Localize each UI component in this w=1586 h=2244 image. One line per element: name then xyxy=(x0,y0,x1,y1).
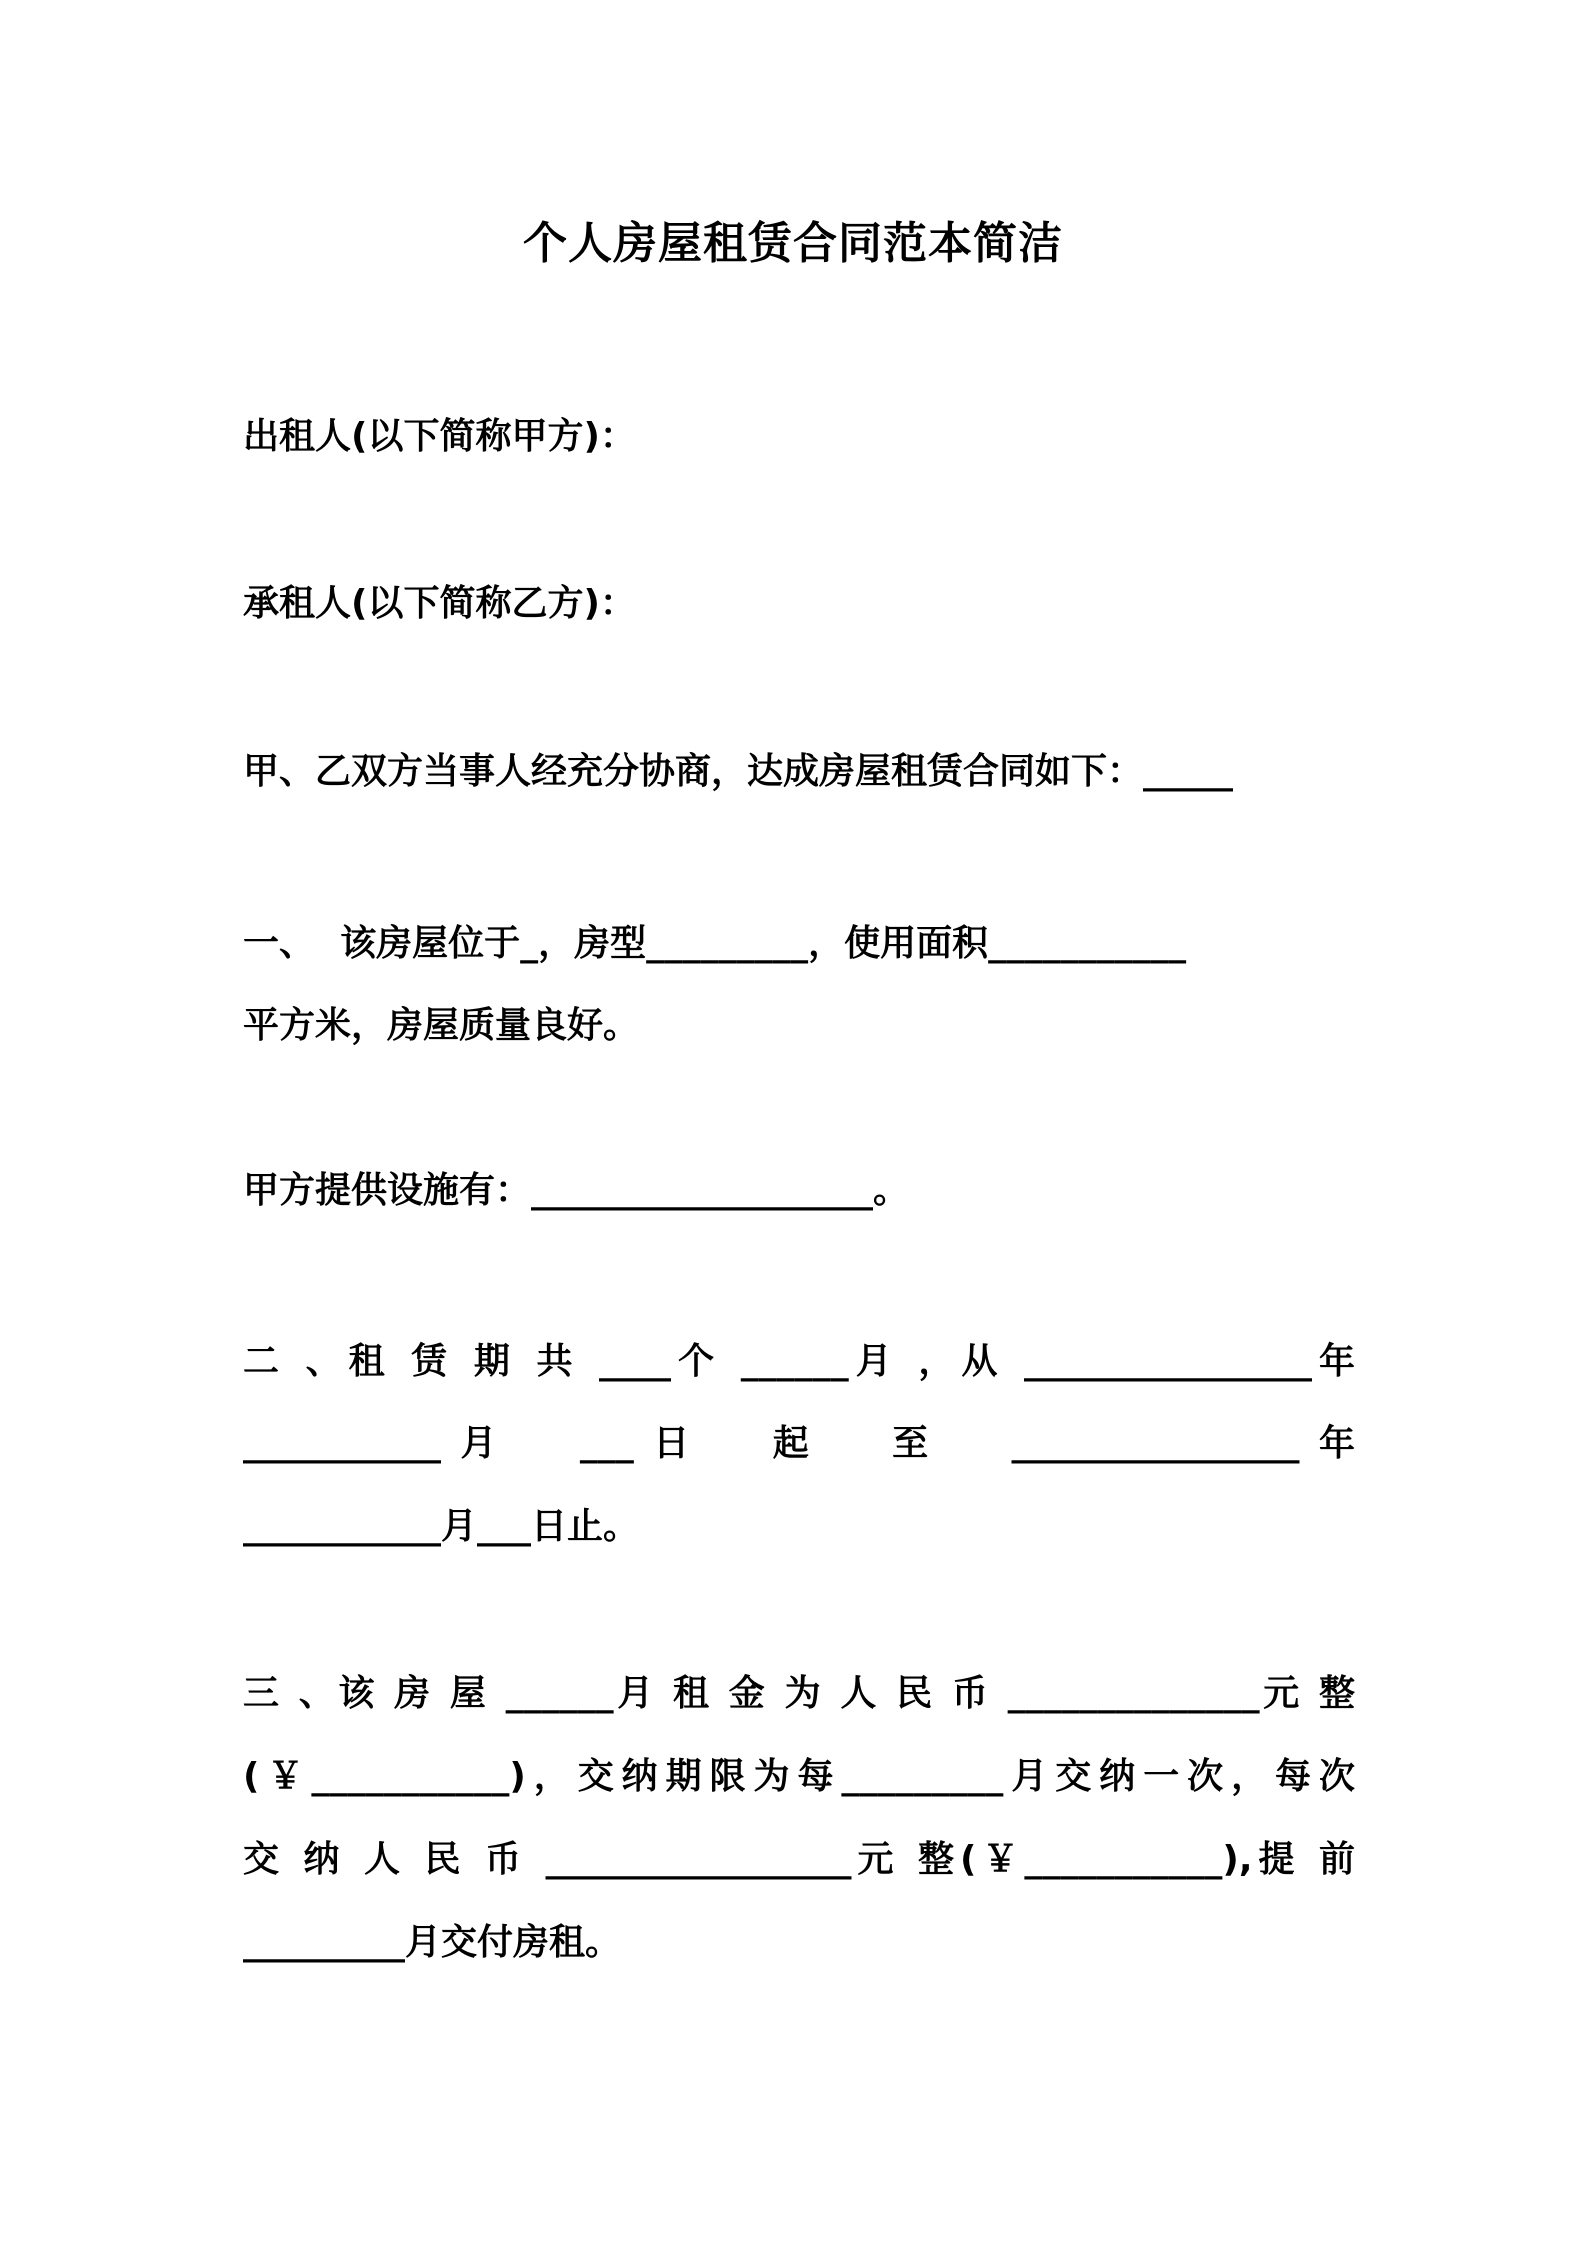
clause-2-line-2: ___________月 ___日 起 至 ________________年 xyxy=(243,1423,1355,1464)
lessee-line: 承租人(以下简称乙方)： xyxy=(243,583,636,624)
clause-3-line-2: (￥___________)，交纳期限为每_________月交纳一次，每次 xyxy=(243,1756,1355,1797)
clause-2-line-1: 二 、租 赁 期 共 ____个 ______月 ，从 ________________年 xyxy=(243,1341,1355,1382)
intro-line: 甲、乙双方当事人经充分协商，达成房屋租赁合同如下：_____ xyxy=(243,751,1234,792)
clause-1-line-2: 平方米，房屋质量良好。 xyxy=(243,1005,640,1046)
document-title: 个人房屋租赁合同范本简洁 xyxy=(523,218,1063,269)
clause-2-line-3: ___________月___日止。 xyxy=(243,1506,640,1547)
lessor-line: 出租人(以下简称甲方)： xyxy=(243,416,636,457)
clause-3-line-4: _________月交付房租。 xyxy=(243,1922,622,1963)
clause-1-line-1: 一、 该房屋位于_，房型_________，使用面积___________ xyxy=(243,923,1187,964)
clause-3-line-3: 交 纳 人 民 币 _________________元 整(￥___________),提 前 xyxy=(243,1839,1355,1880)
clause-3-line-1: 三 、该 房 屋 ______月 租 金 为 人 民 币 ______________元 整 xyxy=(243,1673,1355,1714)
facilities-line: 甲方提供设施有：___________________。 xyxy=(243,1170,910,1211)
